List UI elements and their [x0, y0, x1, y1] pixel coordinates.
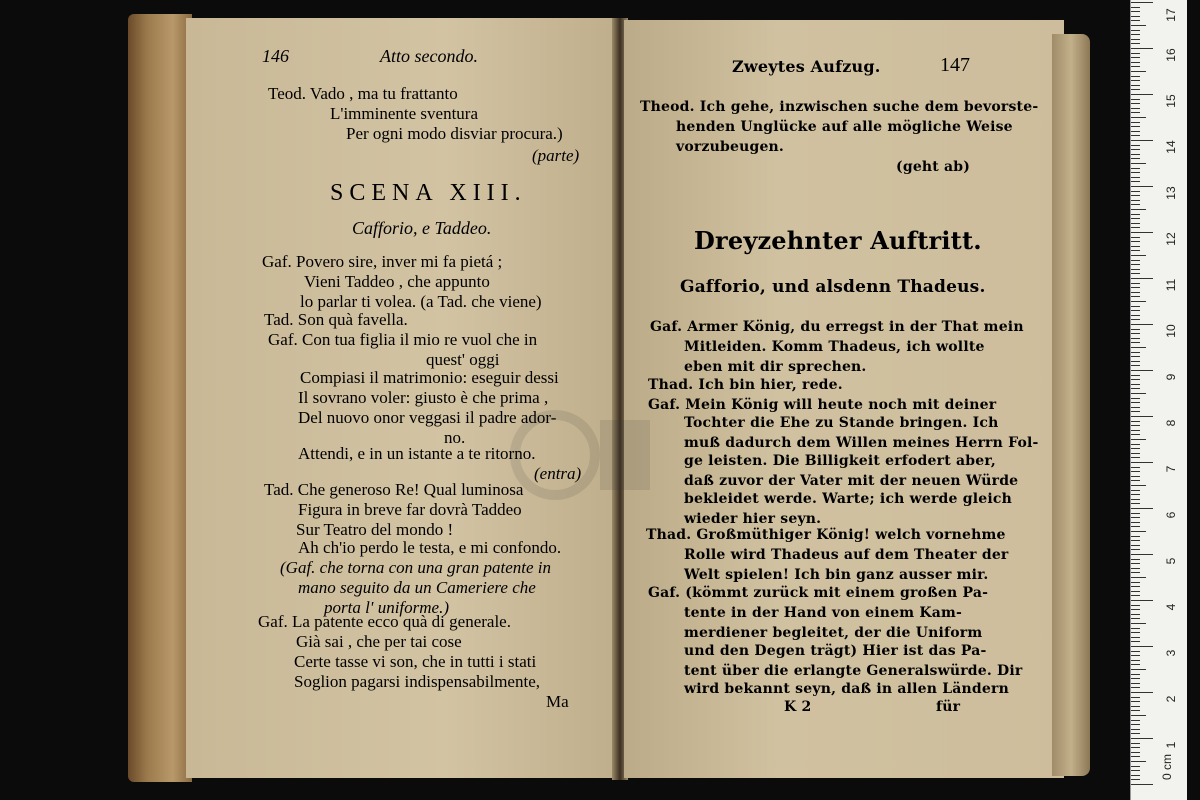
text-line: tent über die erlangte Generalswürde. Dir [684, 663, 1023, 679]
ruler-tick [1131, 39, 1140, 40]
ruler-tick [1131, 191, 1140, 192]
signature-mark: K 2 [784, 699, 812, 715]
ruler-tick [1131, 692, 1153, 693]
ruler-tick [1131, 333, 1140, 334]
ruler-number: 3 [1164, 649, 1178, 657]
text-line: Compiasi il matrimonio: eseguir dessi [300, 368, 559, 387]
ruler-tick [1131, 669, 1146, 670]
text-line: Thad. Großmüthiger König! welch vornehme [646, 527, 1006, 543]
ruler-tick [1131, 641, 1140, 642]
ruler-tick [1131, 375, 1140, 376]
text-line: bekleidet werde. Warte; ich werde gleich [684, 491, 1012, 507]
ruler-tick [1131, 89, 1140, 90]
ruler-tick [1131, 172, 1140, 173]
ruler-number: 17 [1164, 8, 1178, 22]
ruler-tick [1131, 687, 1140, 688]
ruler-number: 8 [1164, 419, 1178, 427]
ruler-tick [1131, 434, 1140, 435]
ruler-tick [1131, 775, 1140, 776]
text-line: Gaf. Mein König will heute noch mit deiner [648, 397, 997, 413]
stage-direction: porta l' uniforme.) [324, 598, 449, 617]
ruler-tick [1131, 246, 1140, 247]
ruler-tick [1131, 361, 1140, 362]
ruler-tick [1131, 66, 1140, 67]
ruler-tick [1131, 614, 1140, 615]
ruler-tick [1131, 706, 1140, 707]
ruler-number: 1 [1164, 741, 1178, 749]
ruler-tick [1131, 315, 1140, 316]
ruler-tick [1131, 743, 1140, 744]
ruler-tick [1131, 319, 1140, 320]
ruler-number: 15 [1164, 94, 1178, 108]
ruler-tick [1131, 756, 1140, 757]
ruler-tick [1131, 57, 1140, 58]
ruler-tick [1131, 269, 1140, 270]
ruler-tick [1131, 490, 1140, 491]
ruler-tick [1131, 168, 1140, 169]
ruler-tick [1131, 296, 1140, 297]
text-line: quest' oggi [426, 350, 500, 369]
text-line: eben mit dir sprechen. [684, 359, 867, 375]
scene-heading: SCENA XIII. [330, 180, 527, 206]
ruler-tick [1131, 651, 1140, 652]
text-line: ge leisten. Die Billigkeit erfodert aber, [684, 453, 996, 469]
ruler-tick [1131, 34, 1140, 35]
text-line: Già sai , che per tai cose [296, 632, 462, 651]
text-line: Attendi, e in un istante a te ritorno. [298, 444, 536, 463]
text-line: tente in der Hand von einem Kam- [684, 605, 963, 621]
text-line: Gaf. Con tua figlia il mio re vuol che in [268, 330, 538, 349]
ruler-tick [1131, 480, 1140, 481]
ruler-tick [1131, 448, 1140, 449]
ruler-tick [1131, 761, 1146, 762]
ruler-tick [1131, 605, 1140, 606]
ruler-tick [1131, 30, 1140, 31]
ruler-tick [1131, 352, 1140, 353]
stage-direction: (Gaf. che torna con una gran patente in [280, 558, 552, 577]
ruler-tick [1131, 16, 1140, 17]
ruler-tick [1131, 462, 1153, 463]
ruler-tick [1131, 250, 1140, 251]
stage-direction: (parte) [532, 146, 580, 165]
ruler-tick [1131, 549, 1140, 550]
ruler-tick [1131, 425, 1140, 426]
ruler-tick [1131, 255, 1146, 256]
ruler-number: 2 [1164, 695, 1178, 703]
ruler-tick [1131, 301, 1146, 302]
ruler-tick [1131, 145, 1140, 146]
ruler-tick [1131, 733, 1140, 734]
ruler-tick [1131, 186, 1153, 187]
ruler-tick [1131, 444, 1140, 445]
text-line: Gaf. (kömmt zurück mit einem großen Pa- [648, 585, 989, 601]
ruler-tick [1131, 264, 1140, 265]
ruler-tick [1131, 135, 1140, 136]
ruler-tick [1131, 770, 1140, 771]
ruler-tick [1131, 513, 1140, 514]
text-line: Theod. Ich gehe, inzwischen suche dem bevorste- [640, 99, 1039, 115]
text-line: Ah ch'io perdo le testa, e mi confondo. [298, 538, 562, 557]
ruler-tick [1131, 370, 1153, 371]
ruler-tick [1131, 108, 1140, 109]
ruler-tick [1131, 784, 1153, 785]
ruler-number: 13 [1164, 186, 1178, 200]
text-line: wieder hier seyn. [684, 511, 822, 527]
text-line: Vieni Taddeo , che appunto [304, 272, 490, 291]
ruler-tick [1131, 683, 1140, 684]
ruler-tick [1131, 306, 1140, 307]
ruler-tick [1131, 154, 1140, 155]
right-running-head: Zweytes Aufzug. [732, 57, 881, 76]
ruler-tick [1131, 232, 1153, 233]
text-line: Gaf. Armer König, du erregst in der That mein [650, 319, 1024, 335]
ruler-tick [1131, 80, 1140, 81]
ruler-tick [1131, 416, 1153, 417]
ruler-tick [1131, 402, 1140, 403]
ruler-tick [1131, 2, 1153, 3]
left-page-number: 146 [262, 46, 289, 66]
ruler-tick [1131, 595, 1140, 596]
ruler-tick [1131, 20, 1140, 21]
ruler-tick [1131, 112, 1140, 113]
ruler-tick [1131, 237, 1140, 238]
text-line: Il sovrano voler: giusto è che prima , [298, 388, 549, 407]
ruler-tick [1131, 729, 1140, 730]
ruler-tick [1131, 485, 1146, 486]
ruler-tick [1131, 356, 1140, 357]
ruler-tick [1131, 7, 1140, 8]
ruler-tick [1131, 76, 1140, 77]
ruler-tick [1131, 664, 1140, 665]
ruler-tick [1131, 338, 1140, 339]
ruler-tick [1131, 43, 1140, 44]
ruler-tick [1131, 62, 1140, 63]
ruler-tick [1131, 577, 1146, 578]
ruler-tick [1131, 393, 1146, 394]
ruler-tick [1131, 195, 1140, 196]
ruler-tick [1131, 421, 1140, 422]
ruler-tick [1131, 140, 1153, 141]
ruler-number: 10 [1164, 324, 1178, 338]
ruler-tick [1131, 752, 1140, 753]
ruler-number: 9 [1164, 373, 1178, 381]
text-line: Gaf. Povero sire, inver mi fa pietá ; [262, 252, 503, 271]
text-line: Welt spielen! Ich bin ganz ausser mir. [684, 567, 989, 583]
ruler-tick [1131, 738, 1153, 739]
ruler-tick [1131, 181, 1140, 182]
text-line: Mitleiden. Komm Thadeus, ich wollte [684, 339, 985, 355]
scene-characters: Cafforio, e Taddeo. [352, 218, 492, 238]
ruler-tick [1131, 710, 1140, 711]
ruler-tick [1131, 223, 1140, 224]
ruler-tick [1131, 637, 1140, 638]
stage-direction: (entra) [534, 464, 582, 483]
ruler-tick [1131, 453, 1140, 454]
text-line: Tad. Son quà favella. [264, 310, 408, 329]
text-line: Soglion pagarsi indispensabilmente, [294, 672, 540, 691]
text-line: und den Degen trägt) Hier ist das Pa- [684, 643, 987, 659]
ruler-unit-label: 0 cm [1160, 754, 1174, 781]
ruler-tick [1131, 476, 1140, 477]
text-line: Thad. Ich bin hier, rede. [648, 377, 843, 393]
ruler-tick [1131, 384, 1140, 385]
ruler-number: 6 [1164, 511, 1178, 519]
text-line: vorzubeugen. [676, 139, 785, 155]
ruler-tick [1131, 126, 1140, 127]
ruler-tick [1131, 439, 1146, 440]
ruler-tick [1131, 71, 1146, 72]
text-line: henden Unglücke auf alle mögliche Weise [676, 119, 1013, 135]
text-line: Certe tasse vi son, che in tutti i stati [294, 652, 537, 671]
text-line: wird bekannt seyn, daß in allen Ländern [684, 681, 1009, 697]
ruler-tick [1131, 227, 1140, 228]
ruler-tick [1131, 540, 1140, 541]
scene-characters: Gafforio, und alsdenn Thadeus. [680, 277, 986, 297]
ruler-tick [1131, 241, 1140, 242]
text-line: Rolle wird Thadeus auf dem Theater der [684, 547, 1009, 563]
ruler-tick [1131, 53, 1140, 54]
ruler-tick [1131, 508, 1153, 509]
ruler-tick [1131, 536, 1140, 537]
text-line: muß dadurch dem Willen meines Herrn Fol- [684, 435, 1039, 451]
ruler-tick [1131, 117, 1146, 118]
text-line: merdiener begleitet, der die Uniform [684, 625, 983, 641]
text-line: daß zuvor der Vater mit der neuen Würde [684, 473, 1019, 489]
right-page-edge [1052, 34, 1090, 776]
ruler-tick [1131, 724, 1140, 725]
ruler-number: 11 [1164, 278, 1178, 292]
text-line: Tochter die Ehe zu Stande bringen. Ich [684, 415, 999, 431]
book-fore-edge [128, 14, 192, 782]
ruler-tick [1131, 457, 1140, 458]
ruler-tick [1131, 646, 1153, 647]
ruler-tick [1131, 701, 1140, 702]
ruler-tick [1131, 747, 1140, 748]
ruler-tick [1131, 329, 1140, 330]
ruler-tick [1131, 715, 1146, 716]
ruler-tick [1131, 342, 1140, 343]
text-line: L'imminente sventura [330, 104, 478, 123]
ruler-tick [1131, 163, 1146, 164]
ruler-tick [1131, 260, 1140, 261]
text-line: Teod. Vado , ma tu frattanto [268, 84, 458, 103]
ruler-tick [1131, 94, 1153, 95]
ruler-tick [1131, 365, 1140, 366]
ruler-tick [1131, 467, 1140, 468]
ruler-tick [1131, 660, 1140, 661]
ruler-tick [1131, 158, 1140, 159]
ruler-tick [1131, 11, 1140, 12]
ruler-tick [1131, 324, 1153, 325]
ruler-tick [1131, 347, 1146, 348]
stage-direction: mano seguito da un Cameriere che [298, 578, 536, 597]
ruler-tick [1131, 48, 1153, 49]
ruler-tick [1131, 563, 1140, 564]
text-line: Sur Teatro del mondo ! [296, 520, 454, 539]
ruler-tick [1131, 278, 1153, 279]
ruler-tick [1131, 287, 1140, 288]
ruler-tick [1131, 283, 1140, 284]
ruler-number: 5 [1164, 557, 1178, 565]
text-line: Gaf. La patente ecco quà di generale. [258, 612, 511, 631]
ruler-tick [1131, 632, 1140, 633]
ruler-tick [1131, 471, 1140, 472]
text-line: lo parlar ti volea. (a Tad. che viene) [300, 292, 542, 311]
ruler-tick [1131, 122, 1140, 123]
ruler-tick [1131, 559, 1140, 560]
ruler-tick [1131, 766, 1140, 767]
ruler-tick [1131, 674, 1140, 675]
ruler-tick [1131, 218, 1140, 219]
ruler-tick [1131, 292, 1140, 293]
ruler-tick [1131, 591, 1140, 592]
text-line: Figura in breve far dovrà Taddeo [298, 500, 522, 519]
ruler-tick [1131, 200, 1140, 201]
ruler-tick [1131, 572, 1140, 573]
ruler-tick [1131, 697, 1140, 698]
ruler-number: 16 [1164, 48, 1178, 62]
stage-direction: (geht ab) [896, 159, 971, 175]
ruler-tick [1131, 623, 1146, 624]
ruler-tick [1131, 177, 1140, 178]
ruler-tick [1131, 582, 1140, 583]
ruler-tick [1131, 398, 1140, 399]
ruler-tick [1131, 310, 1140, 311]
text-line: Tad. Che generoso Re! Qual luminosa [264, 480, 524, 499]
ruler-tick [1131, 678, 1140, 679]
ruler-tick [1131, 379, 1140, 380]
ruler-number: 7 [1164, 465, 1178, 473]
ruler-tick [1131, 85, 1140, 86]
ruler-tick [1131, 99, 1140, 100]
ruler-tick [1131, 273, 1140, 274]
ruler-tick [1131, 411, 1140, 412]
left-running-head: Atto secondo. [380, 46, 478, 66]
ruler-tick [1131, 568, 1140, 569]
ruler-tick [1131, 494, 1140, 495]
ruler-tick [1131, 388, 1140, 389]
text-line: Per ogni modo disviar procura.) [346, 124, 563, 143]
ruler-tick [1131, 131, 1140, 132]
text-line: Del nuovo onor veggasi il padre ador- [298, 408, 557, 427]
ruler-tick [1131, 25, 1146, 26]
ruler-tick [1131, 586, 1140, 587]
ruler-tick [1131, 618, 1140, 619]
ruler-tick [1131, 720, 1140, 721]
text-line: no. [444, 428, 466, 447]
ruler-tick [1131, 522, 1140, 523]
ruler-tick [1131, 503, 1140, 504]
ruler-tick [1131, 779, 1140, 780]
ruler-tick [1131, 430, 1140, 431]
right-page-number: 147 [940, 54, 970, 76]
measurement-ruler [1130, 0, 1187, 800]
ruler-tick [1131, 609, 1140, 610]
ruler-tick [1131, 545, 1140, 546]
ruler-tick [1131, 600, 1153, 601]
ruler-number: 14 [1164, 140, 1178, 154]
ruler-tick [1131, 149, 1140, 150]
ruler-tick [1131, 526, 1140, 527]
ruler-tick [1131, 517, 1140, 518]
ruler-tick [1131, 214, 1140, 215]
ruler-tick [1131, 499, 1140, 500]
catchword: für [936, 699, 961, 715]
ruler-tick [1131, 204, 1140, 205]
scene-heading: Dreyzehnter Auftritt. [694, 226, 982, 255]
ruler-tick [1131, 531, 1146, 532]
ruler-tick [1131, 655, 1140, 656]
ruler-tick [1131, 554, 1153, 555]
ruler-number: 4 [1164, 603, 1178, 611]
ruler-tick [1131, 407, 1140, 408]
ruler-tick [1131, 103, 1140, 104]
ruler-tick [1131, 628, 1140, 629]
ruler-number: 12 [1164, 232, 1178, 246]
ruler-tick [1131, 209, 1146, 210]
catchword: Ma [546, 692, 569, 711]
